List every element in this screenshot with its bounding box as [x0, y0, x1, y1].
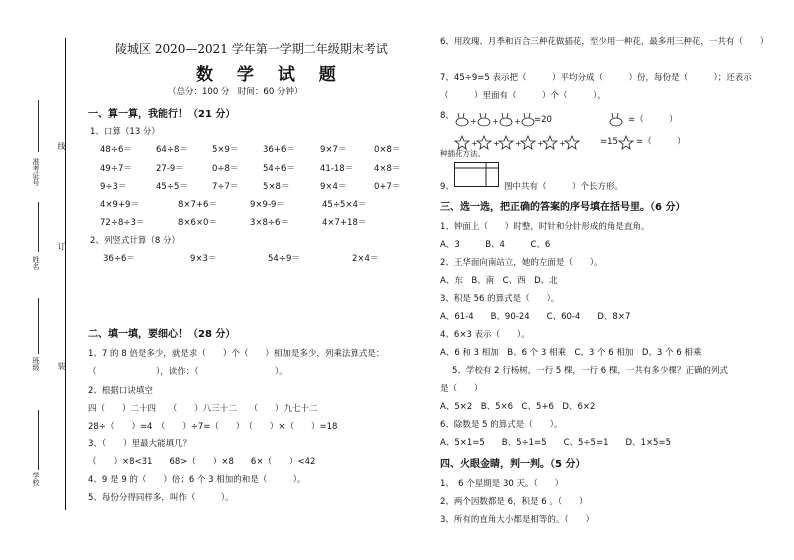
calc-item: 8×7+6＝ — [178, 200, 217, 210]
svg-text:+: + — [514, 117, 521, 126]
seal-xian: 线 — [57, 142, 66, 150]
judge-q2: 2、两个因数都是 6，积是 6 。（ ） — [440, 497, 588, 507]
calc-item: 4×7+18＝ — [322, 218, 367, 228]
vertical-calc-title: 2、列竖式计算（8 分） — [90, 236, 181, 246]
calc-item: 9×9-9＝ — [250, 200, 285, 210]
vertical-calc-item: 54÷9＝ — [268, 254, 300, 264]
q8-eq1-result: =20 — [534, 115, 552, 125]
star-row — [454, 134, 599, 150]
school-field[interactable] — [38, 410, 39, 470]
q8-star-answer: =（ ） — [636, 137, 686, 147]
svg-text:+: + — [492, 117, 499, 126]
seal-zhuang: 装 — [57, 362, 66, 370]
calc-item: 48÷6＝ — [100, 145, 132, 155]
calc-item: 49÷7＝ — [100, 164, 132, 174]
rabbit-row — [454, 112, 574, 128]
calc-item: 54÷6＝ — [263, 164, 295, 174]
fill-q8: 8、 — [440, 111, 454, 121]
choice-q4: 4、6×3 表示（ ）。 — [440, 330, 530, 340]
choice-q3-options: A、61-4 B、90-24 C、60-4 D、8×7 — [440, 312, 631, 322]
calc-item: 64÷8＝ — [156, 145, 188, 155]
choice-q1-options: A、3 B、4 C、6 — [440, 240, 551, 250]
calc-item: 8×6×0＝ — [178, 218, 217, 228]
choice-q4-options: A、6 和 3 相加 B、6 个 3 相乘 C、3 个 6 相加 D、3 个 6 相乘 — [440, 348, 702, 358]
fill-q2-a: 四（ ）二十四 （ ）八三十二 （ ）九七十二 — [88, 404, 318, 414]
choice-q5-a: 5、学校有 2 行杨树，一行 5 棵，一行 6 棵，一共有多少棵？正确的列式 — [452, 366, 728, 376]
q8-rabbit-answer: =（ ） — [628, 115, 678, 125]
calc-item: 5×9＝ — [212, 145, 239, 155]
calc-item: 45÷5×4＝ — [322, 200, 367, 210]
seal-ding: 订 — [57, 242, 66, 250]
calc-item: 27-9＝ — [156, 164, 184, 174]
subject-title: 数 学 试 题 — [196, 65, 345, 85]
calc-item: 5×8＝ — [263, 182, 290, 192]
calc-item: 7÷7＝ — [212, 182, 239, 192]
fill-q7-a: 7、45÷9=5 表示把（ ）平均分成（ ）份，每份是（ ）；还表示 — [440, 73, 752, 83]
exam-title: 陵城区 2020—2021 学年第一学期二年级期末考试 — [115, 42, 388, 56]
fill-q9: 9、 — [440, 182, 454, 192]
calc-item: 0÷8＝ — [212, 164, 239, 174]
calc-item: 9×7＝ — [320, 145, 347, 155]
vertical-calc-item: 36÷6＝ — [103, 254, 135, 264]
svg-text:+: + — [493, 139, 500, 148]
calc-item: 9×4＝ — [320, 182, 347, 192]
judge-q1: 1、 6 个星期是 30 天。（ ） — [440, 479, 564, 489]
svg-text:+: + — [470, 117, 477, 126]
binding-line — [65, 38, 66, 510]
calc-item: 4×8＝ — [374, 164, 401, 174]
fill-q4: 4、9 是 9 的（ ）倍；6 个 3 相加的和是（ ）。 — [88, 475, 306, 485]
name-field[interactable] — [38, 202, 39, 252]
svg-text:+: + — [471, 139, 478, 148]
choice-q2-options: A、东 B、南 C、西 D、北 — [440, 276, 558, 286]
star-icon — [618, 134, 636, 150]
fill-q1-a: 1、7 的 8 倍是多少，就是求（ ）个（ ）相加是多少，列乘法算式是： — [88, 349, 385, 359]
class-label: 班级 — [32, 357, 40, 371]
name-label: 姓名 — [32, 256, 40, 270]
school-label: 学校 — [32, 472, 40, 486]
q6-tail-note: 种插花方法。 — [440, 149, 485, 158]
rectangle-figure — [454, 162, 500, 188]
svg-text:+: + — [559, 139, 566, 148]
section-4-heading: 四、火眼金睛，判一判。（5 分） — [440, 459, 586, 470]
svg-text:+: + — [537, 139, 544, 148]
choice-q5-b: 是（ ） — [440, 384, 483, 394]
fill-q9-text: 图中共有（ ）个长方形。 — [504, 182, 624, 192]
calc-item: 0+7＝ — [374, 182, 401, 192]
choice-q6-options: A、5×1=5 B、5÷1=5 C、5÷5=1 D、1×5=5 — [440, 438, 671, 448]
calc-item: 72÷8÷3＝ — [100, 218, 145, 228]
calc-item: 3×8÷6＝ — [250, 218, 289, 228]
exam-no-label: 准考证号 — [32, 158, 40, 186]
q8-eq2-result: =15 — [600, 137, 618, 147]
calc-item: 0×8＝ — [374, 145, 401, 155]
fill-q2: 2、根据口诀填空 — [88, 386, 153, 396]
choice-q5-options: A、5×2 B、5×6 C、5+6 D、6×2 — [440, 402, 596, 412]
calc-item: 4×9+9＝ — [100, 200, 139, 210]
calc-item: 45÷5＝ — [156, 182, 188, 192]
choice-q1: 1、钟面上（ ）时整，时针和分针形成的角是直角。 — [440, 222, 650, 232]
fill-q7-b: （ ）里面有（ ）个（ ）。 — [440, 91, 606, 101]
fill-q3-a: （ ）×8<31 68>（ ）×8 6×（ ）<42 — [88, 457, 316, 467]
calc-item: 41-18＝ — [320, 164, 354, 174]
calc-item: 36+6＝ — [263, 145, 295, 155]
fill-q2-b: 28÷（ ）=4 （ ）÷7=（ ） （ ）×（ ）=18 — [88, 422, 338, 432]
choice-q6: 6、除数是 5 的算式是（ ）。 — [440, 420, 563, 430]
svg-text:+: + — [515, 139, 522, 148]
choice-q3: 3、积是 56 的算式是（ ）。 — [440, 294, 560, 304]
exam-meta: （总分：100 分 时间：60 分钟） — [168, 87, 303, 97]
calc-item: 9÷3＝ — [100, 182, 127, 192]
section-1-heading: 一、算一算，我能行！（21 分） — [88, 109, 236, 120]
fill-q6: 6、用玫瑰、月季和百合三种花做插花，至少用一种花，最多用三种花，一共有（ ） — [440, 37, 769, 47]
fill-q5: 5、每份分得同样多，叫作（ ）。 — [88, 493, 234, 503]
fill-q1-b: （ ），读作：（ ）。 — [88, 367, 288, 377]
oral-calc-title: 1、口算（13 分） — [90, 127, 160, 137]
class-field[interactable] — [38, 298, 39, 354]
section-2-heading: 二、填一填，要细心！（28 分） — [88, 329, 236, 340]
rabbit-icon — [608, 112, 628, 128]
judge-q3: 3、所有的直角大小都是相等的。（ ） — [440, 515, 595, 525]
exam-no-field[interactable] — [38, 100, 39, 152]
section-3-heading: 三、选一选，把正确的答案的序号填在括号里。（6 分） — [440, 202, 686, 213]
choice-q2: 2、王华面向南站立，她的左面是（ ）。 — [440, 258, 603, 268]
fill-q3: 3、（ ）里最大能填几？ — [88, 439, 192, 449]
vertical-calc-item: 9×3＝ — [190, 254, 217, 264]
vertical-calc-item: 2×4＝ — [352, 254, 379, 264]
